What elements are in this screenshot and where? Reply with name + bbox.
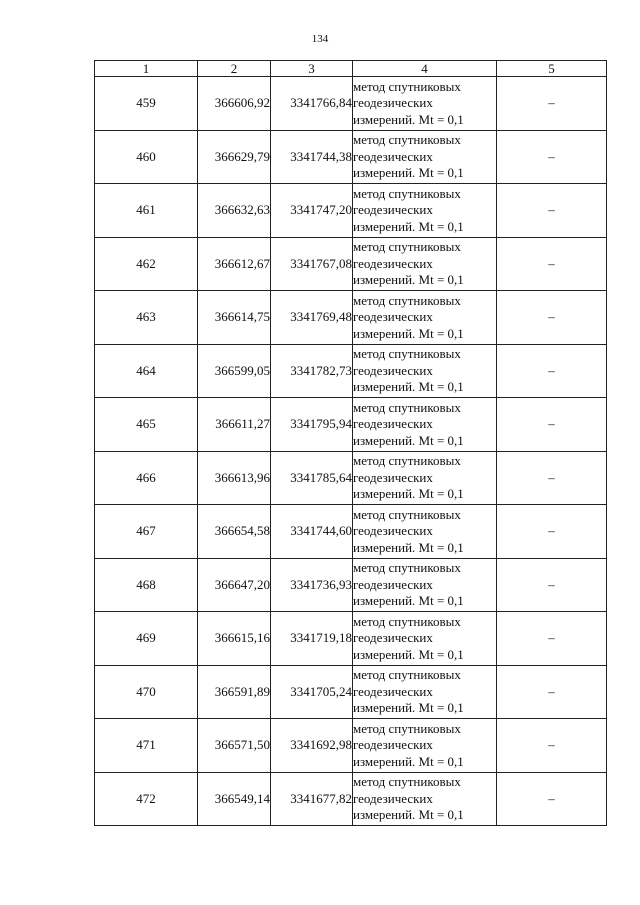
y-coordinate-cell: 3341766,84 <box>271 77 353 131</box>
x-coordinate-cell: 366615,16 <box>198 612 271 666</box>
method-line: метод спутниковых <box>353 667 461 682</box>
method-line: измерений. Mt = 0,1 <box>353 379 464 394</box>
point-number-cell: 469 <box>95 612 198 666</box>
method-line: геодезических <box>353 576 433 592</box>
method-cell <box>353 719 497 773</box>
note-cell: – <box>497 505 607 559</box>
table-row <box>95 772 607 826</box>
header-row <box>95 61 607 77</box>
header-col-1: 1 <box>95 61 198 77</box>
y-coordinate-cell: 3341719,18 <box>271 612 353 666</box>
method-line: геодезических <box>353 630 433 645</box>
method-line: измерений. Mt = 0,1 <box>353 111 464 127</box>
method-line: измерений. Mt = 0,1 <box>353 272 464 287</box>
method-line: метод спутниковых <box>353 453 461 468</box>
note-cell: – <box>497 558 607 612</box>
method-line: метод спутниковых <box>353 399 461 415</box>
table-row <box>95 398 607 452</box>
method-line: измерений. Mt = 0,1 <box>353 432 464 448</box>
x-coordinate-cell: 366599,05 <box>198 344 271 398</box>
header-col-3: 3 <box>271 61 353 77</box>
note-cell: – <box>497 184 607 238</box>
point-number-cell: 466 <box>95 451 198 505</box>
method-line: измерений. Mt = 0,1 <box>353 165 464 180</box>
method-line: метод спутниковых <box>353 292 461 308</box>
method-line: геодезических <box>353 737 433 752</box>
method-line: метод спутниковых <box>353 132 461 147</box>
note-cell: – <box>497 398 607 452</box>
method-cell <box>353 184 497 238</box>
point-number-cell: 462 <box>95 237 198 291</box>
method-line: геодезических <box>353 683 433 699</box>
x-coordinate-cell: 366549,14 <box>198 772 271 826</box>
x-coordinate-cell: 366611,27 <box>198 398 271 452</box>
table-header <box>95 61 607 77</box>
point-number-cell: 461 <box>95 184 198 238</box>
method-line: измерений. Mt = 0,1 <box>353 807 464 822</box>
method-line: метод спутниковых <box>353 506 461 522</box>
note-cell: – <box>497 772 607 826</box>
y-coordinate-cell: 3341767,08 <box>271 237 353 291</box>
method-line: геодезических <box>353 416 433 431</box>
method-cell <box>353 77 497 131</box>
note-cell: – <box>497 130 607 184</box>
method-cell <box>353 237 497 291</box>
method-cell <box>353 344 497 398</box>
method-line: метод спутниковых <box>353 613 461 629</box>
method-line: геодезических <box>353 95 433 110</box>
table-row <box>95 719 607 773</box>
method-line: метод спутниковых <box>353 774 461 789</box>
x-coordinate-cell: 366614,75 <box>198 291 271 345</box>
y-coordinate-cell: 3341795,94 <box>271 398 353 452</box>
x-coordinate-cell: 366654,58 <box>198 505 271 559</box>
x-coordinate-cell: 366612,67 <box>198 237 271 291</box>
x-coordinate-cell: 366632,63 <box>198 184 271 238</box>
method-cell <box>353 772 497 826</box>
note-cell: – <box>497 719 607 773</box>
method-line: геодезических <box>353 255 433 271</box>
y-coordinate-cell: 3341747,20 <box>271 184 353 238</box>
method-cell <box>353 451 497 505</box>
table-row <box>95 291 607 345</box>
method-line: метод спутниковых <box>353 720 461 736</box>
table-row <box>95 184 607 238</box>
header-col-5: 5 <box>497 61 607 77</box>
table-row <box>95 612 607 666</box>
point-number-cell: 459 <box>95 77 198 131</box>
method-line: измерений. Mt = 0,1 <box>353 753 464 769</box>
table-row <box>95 665 607 719</box>
point-number-cell: 472 <box>95 772 198 826</box>
table-row <box>95 130 607 184</box>
method-line: метод спутниковых <box>353 78 461 94</box>
method-line: измерений. Mt = 0,1 <box>353 486 464 501</box>
method-line: метод спутниковых <box>353 346 461 361</box>
point-number-cell: 460 <box>95 130 198 184</box>
method-line: измерений. Mt = 0,1 <box>353 700 464 715</box>
table-row <box>95 344 607 398</box>
note-cell: – <box>497 237 607 291</box>
point-number-cell: 471 <box>95 719 198 773</box>
method-line: метод спутниковых <box>353 239 461 254</box>
note-cell: – <box>497 344 607 398</box>
method-line: измерений. Mt = 0,1 <box>353 593 464 608</box>
method-line: метод спутниковых <box>353 560 461 575</box>
x-coordinate-cell: 366591,89 <box>198 665 271 719</box>
x-coordinate-cell: 366606,92 <box>198 77 271 131</box>
page-number: 134 <box>311 33 329 45</box>
method-cell <box>353 558 497 612</box>
table-row <box>95 237 607 291</box>
table-row <box>95 451 607 505</box>
table-row <box>95 558 607 612</box>
method-cell <box>353 505 497 559</box>
coordinates-table <box>94 60 607 826</box>
table-row <box>95 505 607 559</box>
x-coordinate-cell: 366613,96 <box>198 451 271 505</box>
method-cell <box>353 398 497 452</box>
point-number-cell: 470 <box>95 665 198 719</box>
x-coordinate-cell: 366571,50 <box>198 719 271 773</box>
method-cell <box>353 291 497 345</box>
method-line: геодезических <box>353 790 433 806</box>
method-line: измерений. Mt = 0,1 <box>353 539 464 555</box>
point-number-cell: 467 <box>95 505 198 559</box>
method-cell <box>353 130 497 184</box>
header-col-4: 4 <box>353 61 497 77</box>
note-cell: – <box>497 612 607 666</box>
method-cell <box>353 612 497 666</box>
x-coordinate-cell: 366647,20 <box>198 558 271 612</box>
y-coordinate-cell: 3341736,93 <box>271 558 353 612</box>
method-line: измерений. Mt = 0,1 <box>353 646 464 662</box>
point-number-cell: 463 <box>95 291 198 345</box>
point-number-cell: 468 <box>95 558 198 612</box>
note-cell: – <box>497 291 607 345</box>
method-line: измерений. Mt = 0,1 <box>353 325 464 341</box>
point-number-cell: 464 <box>95 344 198 398</box>
y-coordinate-cell: 3341769,48 <box>271 291 353 345</box>
y-coordinate-cell: 3341692,98 <box>271 719 353 773</box>
y-coordinate-cell: 3341744,38 <box>271 130 353 184</box>
y-coordinate-cell: 3341705,24 <box>271 665 353 719</box>
y-coordinate-cell: 3341677,82 <box>271 772 353 826</box>
y-coordinate-cell: 3341744,60 <box>271 505 353 559</box>
table-row <box>95 77 607 131</box>
method-line: геодезических <box>353 523 433 538</box>
note-cell: – <box>497 451 607 505</box>
y-coordinate-cell: 3341782,73 <box>271 344 353 398</box>
method-line: геодезических <box>353 362 433 378</box>
point-number-cell: 465 <box>95 398 198 452</box>
header-col-2: 2 <box>198 61 271 77</box>
method-cell <box>353 665 497 719</box>
y-coordinate-cell: 3341785,64 <box>271 451 353 505</box>
x-coordinate-cell: 366629,79 <box>198 130 271 184</box>
note-cell: – <box>497 665 607 719</box>
method-line: метод спутниковых <box>353 185 461 201</box>
method-line: геодезических <box>353 469 433 485</box>
method-line: измерений. Mt = 0,1 <box>353 218 464 234</box>
note-cell: – <box>497 77 607 131</box>
method-line: геодезических <box>353 148 433 164</box>
method-line: геодезических <box>353 202 433 217</box>
table-body <box>95 77 607 826</box>
method-line: геодезических <box>353 309 433 324</box>
